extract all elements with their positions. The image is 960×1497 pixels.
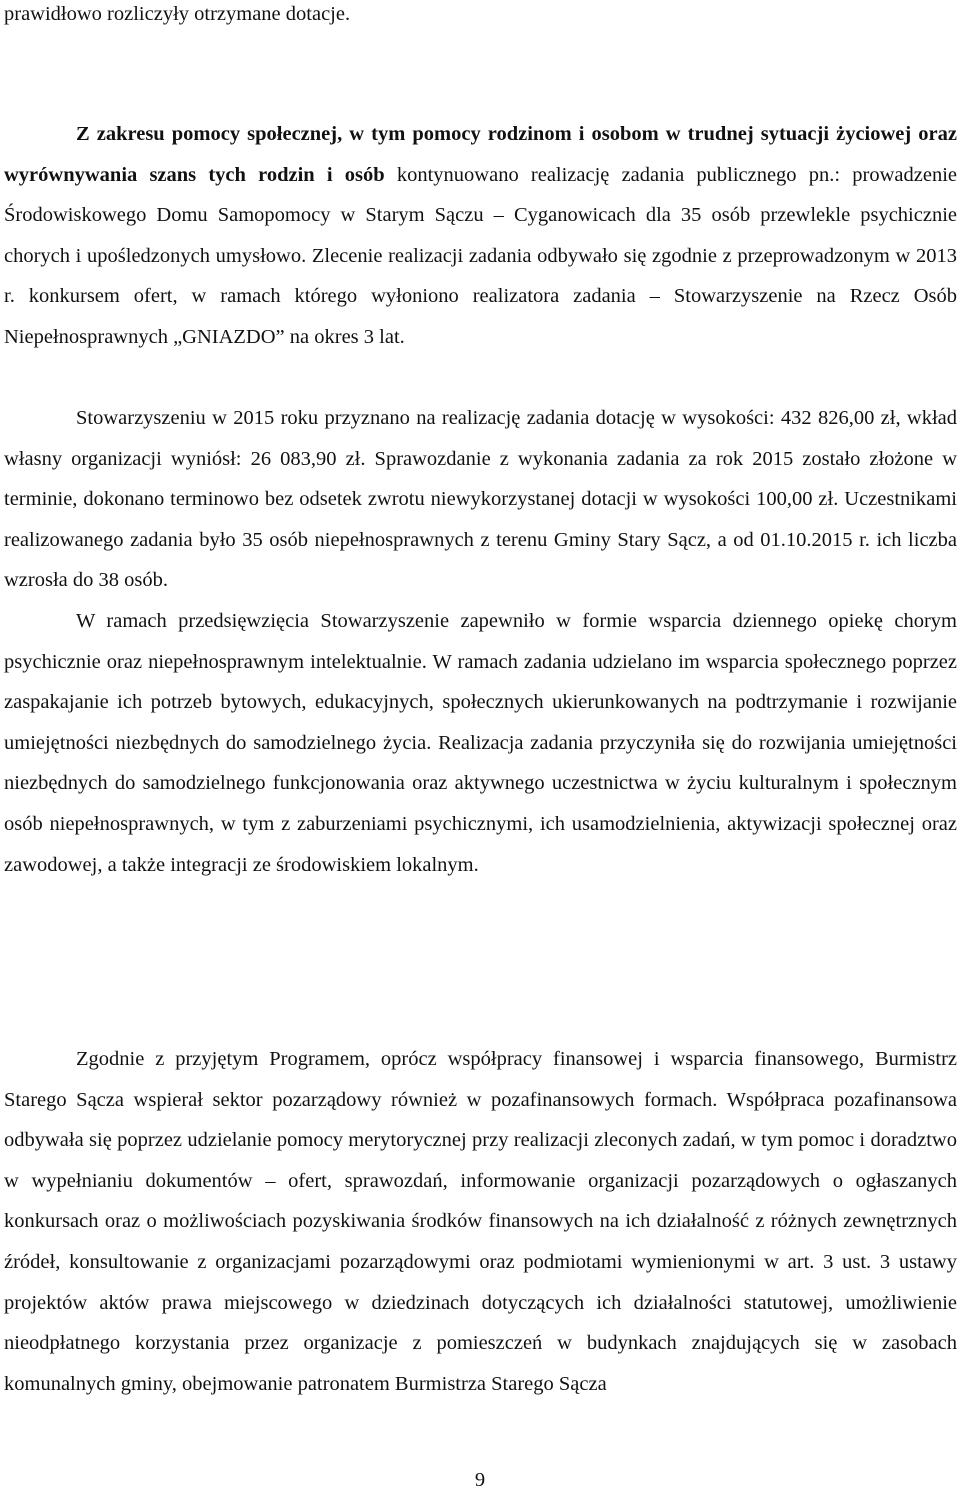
paragraph-text: prawidłowo rozliczyły otrzymane dotacje.: [4, 3, 351, 25]
page-number: 9: [474, 1469, 486, 1491]
paragraph-non-financial-cooperation: [4, 1039, 957, 1404]
paragraph-grant-amount: [4, 398, 957, 601]
paragraph-social-assistance: [4, 114, 957, 358]
document-page: [4, 0, 957, 1497]
paragraph-continuation: [4, 0, 957, 35]
paragraph-text: W ramach przedsięwzięcia Stowarzyszenie zapewniło w formie wsparcia dziennego opiekę chorym psychicznie oraz niepełnosprawnym intelektualnie. W ramach zadania udzielano im wsparcia społecznego poprzez zaspakajanie ich potrzeb bytowych, edukacyjnych, społecznych ukierunkowanych na podtrzymanie i rozwijanie umiejętności niezbędnych do samodzielnego życia. Realizacja zadania przyczyniła się do rozwijania umiejętności niezbędnych do samodzielnego funkcjonowania oraz aktywnego uczestnictwa w życiu kulturalnym i społecznym osób niepełnosprawnych, w tym z zaburzeniami psychicznymi, ich usamodzielnienia, aktywizacji społecznej oraz zawodowej, a także integracji ze środowiskiem lokalnym.: [4, 610, 957, 876]
paragraph-support-scope: [4, 601, 957, 885]
paragraph-text: Stowarzyszeniu w 2015 roku przyznano na realizację zadania dotację w wysokości: 432 826,00 zł, wkład własny organizacji wyniósł: 26 083,90 zł. Sprawozdanie z wykonania zadania za rok 2015 zostało złożone w terminie, dokonano terminowo bez odsetek zwrotu niewykorzystanej dotacji w wysokości 100,00 zł. Uczestnikami realizowanego zadania było 35 osób niepełnosprawnych z terenu Gminy Stary Sącz, a od 01.10.2015 r. ich liczba wzrosła do 38 osób.: [4, 407, 957, 592]
paragraph-text: Zgodnie z przyjętym Programem, oprócz współpracy finansowej i wsparcia finansowego, Burmistrz Starego Sącza wspierał sektor pozarządowy również w pozafinansowych formach. Współpraca pozafinansowa odbywała się poprzez udzielanie pomocy merytorycznej przy realizacji zleconych zadań, w tym pomoc i doradztwo w wypełnianiu dokumentów – ofert, sprawozdań, informowanie organizacji pozarządowych o ogłaszanych konkursach oraz o możliwościach pozyskiwania środków finansowych na ich działalność z różnych zewnętrznych źródeł, konsultowanie z organizacjami pozarządowymi oraz podmiotami wymienionymi w art. 3 ust. 3 ustawy projektów aktów prawa miejscowego w dziedzinach dotyczących ich działalności statutowej, umożliwienie nieodpłatnego korzystania przez organizacje z pomieszczeń w budynkach znajdujących się w zasobach komunalnych gminy, obejmowanie patronatem Burmistrza Starego Sącza: [4, 1048, 957, 1395]
paragraph-text: kontynuowano realizację zadania publicznego pn.: prowadzenie Środowiskowego Domu Samopomocy w Starym Sączu – Cyganowicach dla 35 osób przewlekle psychicznie chorych i upośledzonych umysłowo. Zlecenie realizacji zadania odbywało się zgodnie z przeprowadzonym w 2013 r. konkursem ofert, w ramach którego wyłoniono realizatora zadania – Stowarzyszenie na Rzecz Osób Niepełnosprawnych „GNIAZDO” na okres 3 lat.: [4, 163, 957, 348]
paragraph-bold-lead: Z zakresu pomocy społecznej, w tym pomocy rodzinom i osobom w trudnej sytuacji życiowej oraz wyrównywania szans tych rodzin i osób: [4, 123, 957, 186]
